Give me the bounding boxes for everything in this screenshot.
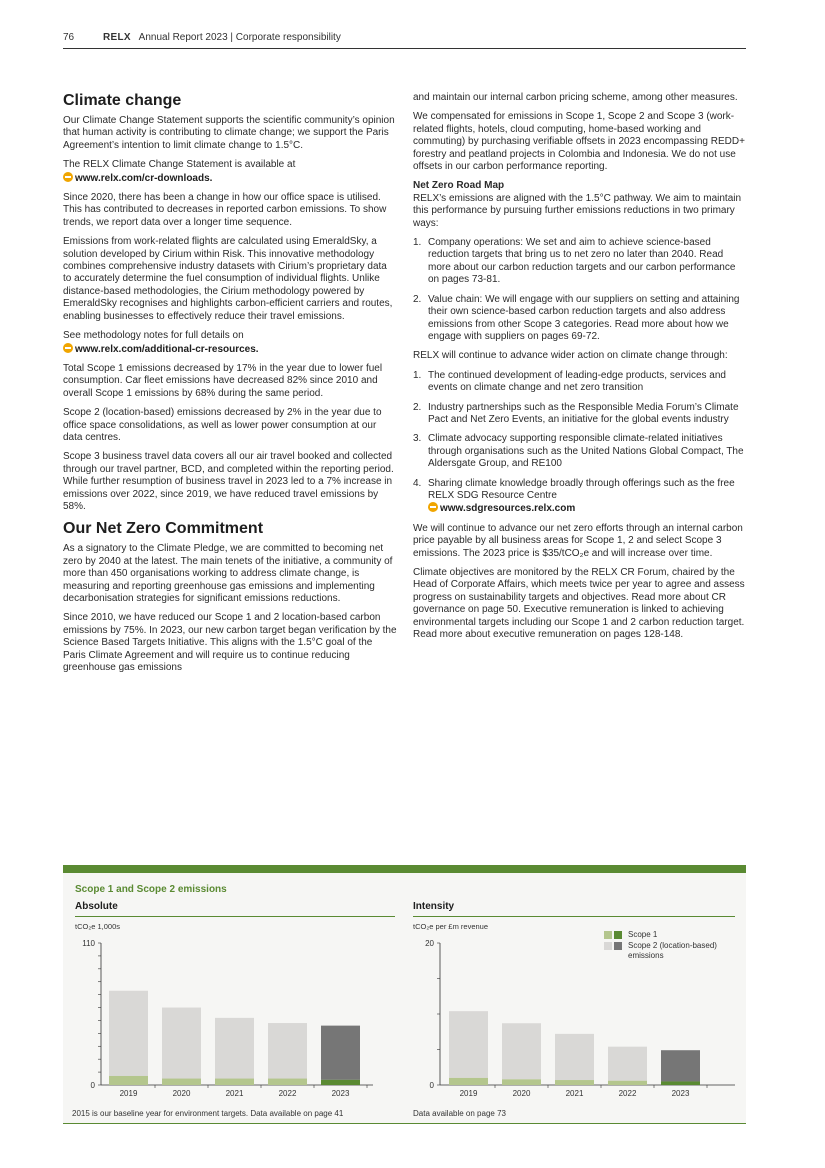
x-tick-label: 2019	[119, 1089, 138, 1098]
list-number: 2.	[413, 293, 422, 305]
y-tick-label: 20	[425, 939, 434, 948]
chart-panel-title: Scope 1 and Scope 2 emissions	[75, 884, 227, 895]
paragraph: Scope 3 business travel data covers all our air travel booked and collected through our travel partner, BCD, and completed within the reporting period. While further resumption of business travel in 2023 led to a 7% increase in emissions over 2022, since 2019, we have reduced travel emissions by 58%.	[63, 451, 394, 512]
y-tick-label: 0	[90, 1081, 95, 1090]
external-link-icon	[63, 343, 73, 353]
wider-action-list	[413, 370, 747, 516]
bar-scope1-2020	[162, 1079, 201, 1085]
report-title: Annual Report 2023 | Corporate responsibility	[138, 32, 341, 43]
paragraph: Since 2010, we have reduced our Scope 1 and 2 location-based carbon emissions by 75%. In 2023, our new carbon target began verification by the Science Based Targets Initiative. This aligns with the 1.5°C goal of the Paris Climate Agreement and will require us to continue reducing greenhouse gas emissions	[63, 612, 397, 674]
bar-scope2-2020	[162, 1008, 201, 1079]
bar-scope2-2022	[268, 1023, 307, 1079]
legend-swatch	[604, 942, 612, 950]
list-item	[413, 370, 747, 395]
legend-item-scope2	[604, 941, 728, 961]
brand-name: RELX	[103, 32, 131, 43]
cr-downloads-link[interactable]: www.relx.com/cr-downloads.	[75, 172, 213, 184]
legend-item-scope1	[604, 930, 728, 940]
paragraph: Since 2020, there has been a change in how our office space is utilised. This has contributed to decreases in reported carbon emissions. To show trends, we report data over a longer time sequence.	[63, 192, 387, 228]
list-text: Climate advocacy supporting responsible climate-related initiatives through organisations such as the United Nations Global Compact, The Aldersgate Group, and RE100	[428, 433, 744, 470]
paragraph: Climate objectives are monitored by the RELX CR Forum, chaired by the Head of Corporate Affairs, which meets twice per year to agree and assess progress on sustainability targets and objectives. Read more about CR governance on page 50. Executive remuneration is linked to achieving environmental targets including our Scope 1 and 2 carbon reduction target. Read more about executive remuneration on pages 128-148.	[413, 567, 745, 641]
y-tick-label: 110	[82, 939, 95, 948]
page-header	[63, 32, 746, 43]
road-map-heading: Net Zero Road Map	[413, 180, 505, 192]
external-link-icon	[63, 172, 73, 182]
bar-scope2-2020	[502, 1023, 541, 1079]
paragraph: Our Climate Change Statement supports the scientific community’s opinion that human activity is contributing to climate change; we support the Paris Agreement’s intention to limit climate change to 1.5°C.	[63, 115, 395, 151]
paragraph: RELX will continue to advance wider action on climate change through:	[413, 350, 728, 362]
list-number: 2.	[413, 401, 422, 413]
legend-swatch	[614, 931, 622, 939]
bar-scope1-2020	[502, 1079, 541, 1085]
x-tick-label: 2022	[278, 1089, 297, 1098]
paragraph: Emissions from work-related flights are calculated using EmeraldSky, a solution developed by Cirium within Risk. This innovative methodology combines comprehensive industry datasets with Cirium’s proprietary data to accurately determine the fuel consumption of individual flights. Unlike distance-based methodologies, the Cirium methodology powered by EmeraldSky recognises and highlights carbon-efficient carriers and routes, enabling businesses to effectively reduce their travel emissions.	[63, 236, 393, 322]
bar-scope1-2021	[215, 1079, 254, 1085]
paragraph: We will continue to advance our net zero efforts through an internal carbon price payable by all business areas for Scope 1, 2 and select Scope 3 emissions. The 2023 price is $35/tCO₂e and will increase over time.	[413, 522, 743, 559]
paragraph: We compensated for emissions in Scope 1, Scope 2 and Scope 3 (work-related flights, hotels, cloud computing, home-based working and commuting) by purchasing verifiable offsets in 2023 encompassing REDD+ forestry and peatland projects in Colombia and Indonesia. We do not use offsets in our carbon performance reporting.	[413, 111, 745, 173]
list-text: Company operations: We set and aim to achieve science-based reduction targets that bring us to net zero no later than 2040. Read more about our carbon reduction targets and our carbon performance on pages 73-81.	[428, 237, 736, 286]
net-zero-heading: Our Net Zero Commitment	[63, 520, 264, 538]
paragraph: and maintain our internal carbon pricing scheme, among other measures.	[413, 92, 738, 103]
bar-scope1-2023	[321, 1080, 360, 1085]
x-tick-label: 2023	[331, 1089, 350, 1098]
paragraph	[63, 330, 397, 356]
paragraph: Scope 2 (location-based) emissions decreased by 2% in the year due to office space consolidations, as well as lower power consumption at our data centres.	[63, 407, 382, 443]
bar-scope2-2021	[555, 1034, 594, 1080]
list-item	[413, 294, 747, 344]
road-map-list	[413, 237, 747, 343]
list-number: 3.	[413, 433, 422, 445]
left-column	[63, 92, 397, 681]
list-item	[413, 478, 747, 516]
bar-scope2-2021	[215, 1018, 254, 1079]
bar-scope1-2019	[449, 1078, 488, 1085]
page-number: 76	[63, 32, 75, 43]
list-text: Sharing climate knowledge broadly through offerings such as the free RELX SDG Resource Centre	[428, 477, 735, 501]
absolute-unit-label: tCO₂e 1,000s	[75, 922, 121, 931]
x-tick-label: 2023	[671, 1089, 690, 1098]
legend-swatch	[614, 942, 622, 950]
bar-scope1-2021	[555, 1080, 594, 1085]
y-tick-label: 0	[429, 1081, 434, 1090]
list-text: Value chain: We will engage with our suppliers on setting and attaining their own science-based carbon reduction targets and also address emissions from other Scope 3 categories. Read more about how we engage with suppliers on pages 69-72.	[428, 293, 740, 342]
bar-scope1-2023	[661, 1081, 700, 1085]
x-tick-label: 2020	[512, 1089, 531, 1098]
bar-scope1-2022	[268, 1079, 307, 1085]
header-rule	[63, 48, 746, 49]
paragraph: RELX’s emissions are aligned with the 1.5°C pathway. We aim to maintain this performance by pursuing further emissions reductions in two primary ways:	[413, 192, 742, 229]
bar-scope2-2023	[661, 1050, 700, 1081]
sdg-resources-link[interactable]: www.sdgresources.relx.com	[440, 503, 576, 515]
bar-scope2-2019	[109, 991, 148, 1076]
list-number: 4.	[413, 477, 422, 489]
additional-cr-resources-link[interactable]: www.relx.com/additional-cr-resources.	[75, 343, 259, 355]
legend-label: Scope 1	[628, 930, 658, 939]
list-number: 1.	[413, 369, 422, 381]
absolute-title-rule	[75, 916, 395, 917]
climate-change-heading: Climate change	[63, 92, 182, 109]
list-number: 1.	[413, 237, 422, 249]
bar-scope2-2023	[321, 1026, 360, 1080]
paragraph	[63, 159, 397, 185]
paragraph-text: The RELX Climate Change Statement is available at	[63, 159, 296, 171]
x-tick-label: 2021	[565, 1089, 584, 1098]
bar-scope1-2022	[608, 1081, 647, 1085]
chart-legend	[604, 930, 728, 962]
intensity-title-rule	[413, 916, 735, 917]
paragraph: Total Scope 1 emissions decreased by 17% in the year due to lower fuel consumption. Car fleet emissions have decreased 82% since 2010 and overall Scope 1 emissions by 68% during the same period.	[63, 362, 383, 399]
intensity-chart-title: Intensity	[413, 901, 455, 912]
list-text: The continued development of leading-edge products, services and events on climate change and net zero transition	[428, 369, 726, 394]
panel-top-bar	[63, 865, 746, 873]
x-tick-label: 2020	[172, 1089, 191, 1098]
external-link-icon	[428, 502, 438, 512]
intensity-unit-label: tCO₂e per £m revenue	[413, 922, 489, 931]
list-text: Industry partnerships such as the Responsible Media Forum’s Climate Pact and Net Zero Events, an initiative for the global events industry	[428, 401, 739, 425]
absolute-footnote: 2015 is our baseline year for environment targets. Data available on page 41	[72, 1109, 344, 1118]
legend-label: Scope 2 (location-based) emissions	[628, 941, 717, 960]
list-item	[413, 402, 747, 427]
x-tick-label: 2022	[618, 1089, 637, 1098]
bar-scope2-2022	[608, 1047, 647, 1081]
absolute-bar-chart	[63, 930, 398, 1105]
paragraph-text: See methodology notes for full details on	[63, 330, 244, 342]
list-item	[413, 433, 747, 470]
panel-bottom-rule	[63, 1123, 746, 1124]
x-tick-label: 2021	[225, 1089, 244, 1098]
legend-swatch	[604, 931, 612, 939]
list-item	[413, 237, 747, 287]
absolute-chart-title: Absolute	[75, 901, 118, 912]
intensity-footnote: Data available on page 73	[413, 1109, 506, 1118]
bar-scope1-2019	[109, 1076, 148, 1085]
x-tick-label: 2019	[459, 1089, 478, 1098]
bar-scope2-2019	[449, 1011, 488, 1078]
paragraph: As a signatory to the Climate Pledge, we are committed to becoming net zero by 2040 at the latest. The main tenets of the initiative, a community of more than 450 organisations working to address climate change, is measuring and reporting greenhouse gas emissions and implementing decarbonisation strategies for significant emissions reductions.	[63, 543, 393, 604]
right-column	[413, 92, 747, 648]
